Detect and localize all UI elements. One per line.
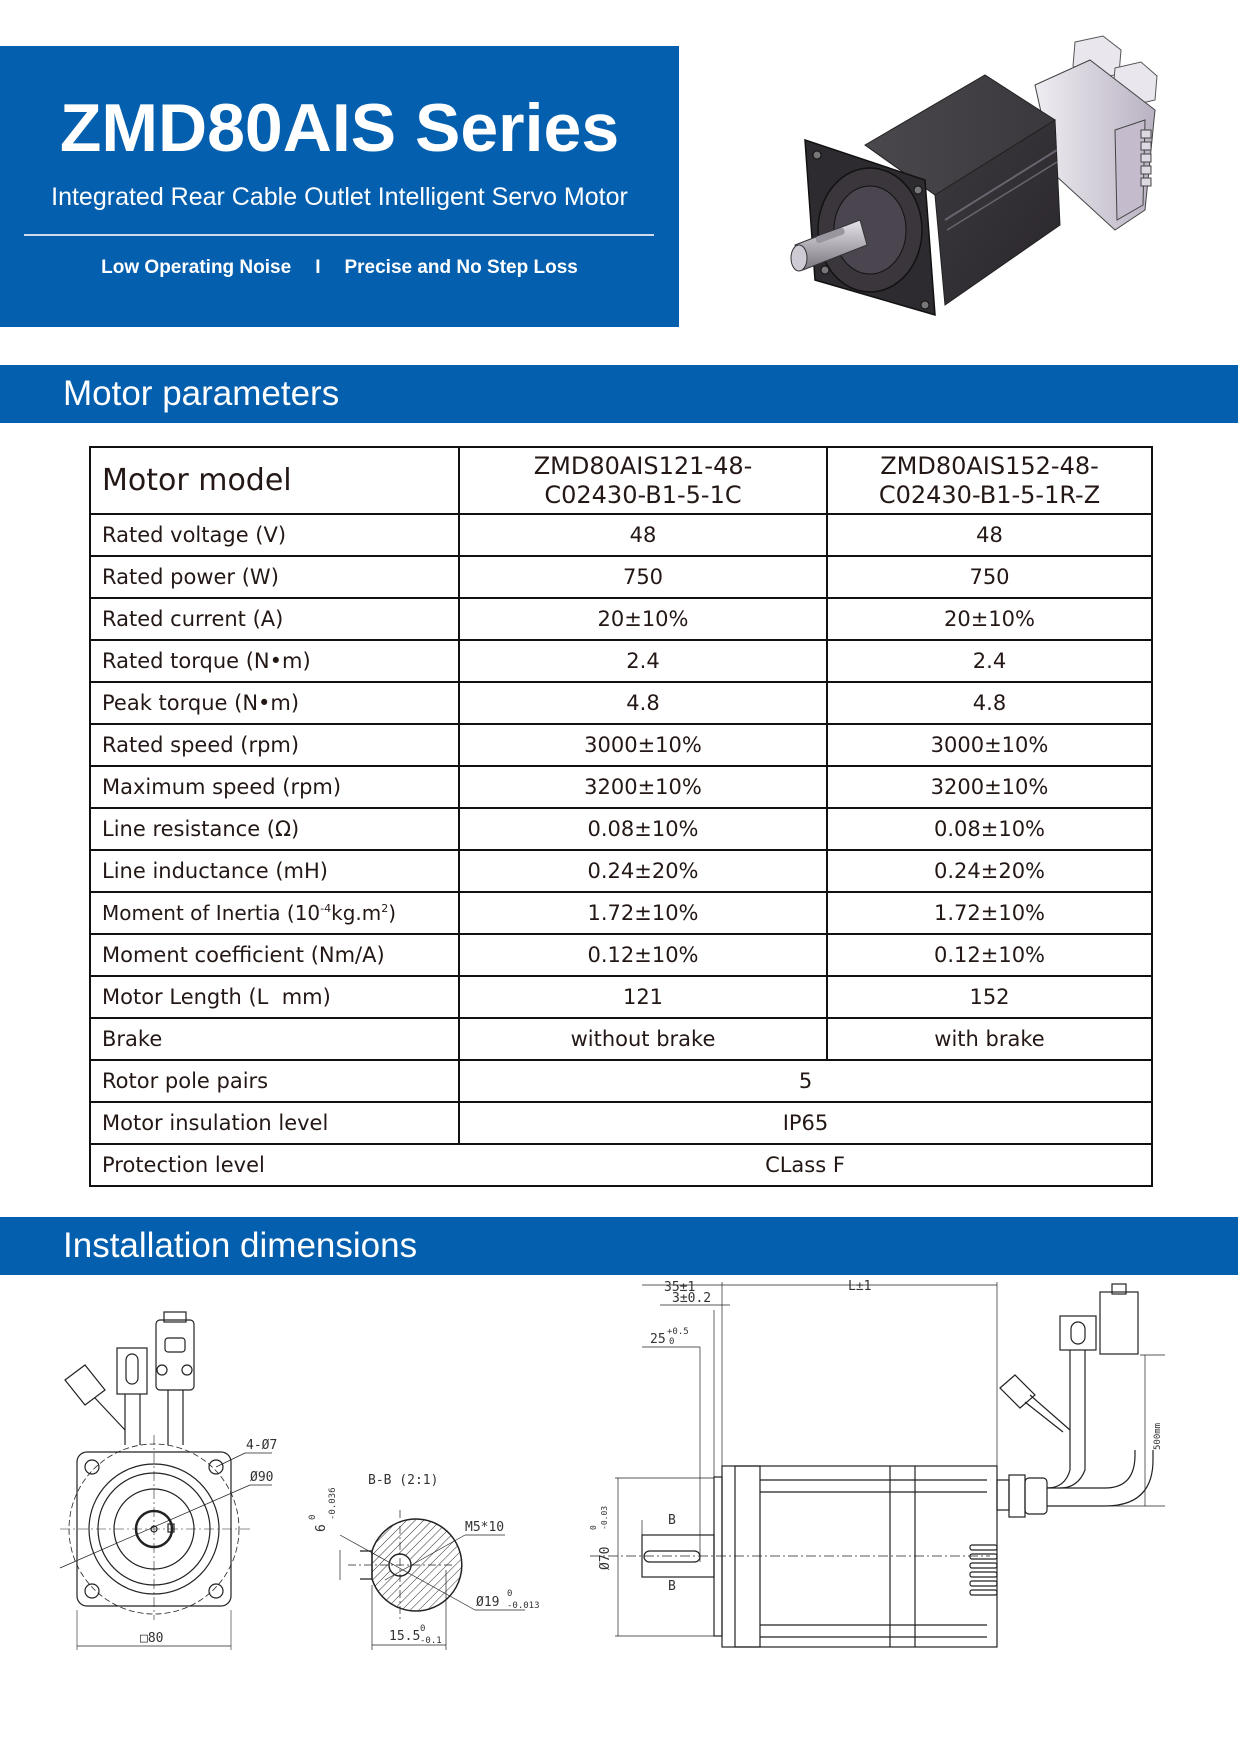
row-label: Protection level — [90, 1144, 459, 1186]
dim-cable-length: 500mm — [1153, 1422, 1163, 1450]
row-value: 5 — [459, 1060, 1152, 1102]
row-label: Line inductance (mH) — [90, 850, 459, 892]
row-label: Rated torque (N•m) — [90, 640, 459, 682]
row-label: Peak torque (N•m) — [90, 682, 459, 724]
dim-flat: 15.5 — [389, 1629, 421, 1644]
row-value: IP65 — [459, 1102, 1152, 1144]
inertia-close-paren: ) — [388, 901, 397, 925]
rj-connector-icon — [1000, 1375, 1035, 1408]
row-label: Rated power (W) — [90, 556, 459, 598]
row-value-b: 0.24±20% — [827, 850, 1152, 892]
dim-key-length: 25 — [650, 1332, 666, 1347]
row-value-a: 2.4 — [459, 640, 827, 682]
dim-thread: M5*10 — [465, 1520, 505, 1535]
table-row — [90, 934, 1152, 976]
row-value-b: 750 — [827, 556, 1152, 598]
row-value-b: 20±10% — [827, 598, 1152, 640]
dim-mounting-holes: 4-Ø7 — [246, 1438, 278, 1453]
row-label: Moment coefficient (Nm/A) — [90, 934, 459, 976]
section-title: Motor parameters — [63, 374, 340, 413]
table-row-merged — [90, 1102, 1152, 1144]
row-value-a: 750 — [459, 556, 827, 598]
table-row — [90, 514, 1152, 556]
row-value-b: 3000±10% — [827, 724, 1152, 766]
row-value-a: 0.08±10% — [459, 808, 827, 850]
hero-divider — [24, 234, 654, 236]
row-label: Rated speed (rpm) — [90, 724, 459, 766]
row-value-b: 0.12±10% — [827, 934, 1152, 976]
side-view-drawing — [590, 1280, 1190, 1680]
table-row-merged — [90, 1060, 1152, 1102]
row-value-a: 20±10% — [459, 598, 827, 640]
feature-separator: I — [315, 257, 321, 278]
table-header-row — [90, 447, 1152, 514]
section-title: B-B (2:1) — [368, 1473, 439, 1488]
dim-key-tol-upper: +0.5 — [667, 1327, 689, 1337]
motor-parameters-table — [89, 446, 1153, 1187]
table-row — [90, 640, 1152, 682]
power-connector-icon — [1100, 1292, 1138, 1354]
table-row — [90, 1018, 1152, 1060]
inertia-exponent: -4 — [320, 902, 332, 915]
row-value-b: 48 — [827, 514, 1152, 556]
dim-spigot-tol-upper: 0 — [589, 1525, 598, 1530]
row-value-a: 3200±10% — [459, 766, 827, 808]
table-row — [90, 976, 1152, 1018]
row-label: Line resistance (Ω) — [90, 808, 459, 850]
row-value-a: 121 — [459, 976, 827, 1018]
table-row — [90, 556, 1152, 598]
model-b-line2: C02430-B1-5-1R-Z — [878, 480, 1101, 509]
header-motor-model: Motor model — [90, 447, 459, 514]
model-b-line1: ZMD80AIS152-48- — [880, 451, 1099, 480]
db-connector-icon — [156, 1320, 194, 1390]
dim-square: □80 — [140, 1631, 164, 1646]
row-value: CLass F — [459, 1144, 1152, 1186]
table-row — [90, 766, 1152, 808]
rj-connector-icon — [65, 1365, 105, 1405]
row-label: Motor insulation level — [90, 1102, 459, 1144]
row-label: Brake — [90, 1018, 459, 1060]
section-bb-drawing — [300, 1440, 550, 1660]
section-header-installation-dimensions — [0, 1217, 1238, 1275]
connector-icon — [117, 1348, 147, 1394]
feature-no-step-loss: Precise and No Step Loss — [344, 257, 578, 278]
row-value-a: 1.72±10% — [459, 892, 827, 934]
table-row-merged — [90, 1144, 1152, 1186]
table-row — [90, 892, 1152, 934]
row-value-a: 0.24±20% — [459, 850, 827, 892]
table-row — [90, 682, 1152, 724]
heatsink-fins-icon — [970, 1545, 997, 1595]
dim-flat-tol-lower: -0.1 — [420, 1636, 442, 1646]
row-value-b: 2.4 — [827, 640, 1152, 682]
row-value-a: without brake — [459, 1018, 827, 1060]
dim-pcd: Ø90 — [250, 1470, 274, 1485]
dim-key-tol-lower: -0.036 — [328, 1487, 338, 1520]
row-label: Rated voltage (V) — [90, 514, 459, 556]
servo-motor-product-image — [785, 30, 1205, 360]
section-mark-top: B — [668, 1513, 676, 1528]
row-label: Maximum speed (rpm) — [90, 766, 459, 808]
dim-shaft-diameter: Ø19 — [476, 1595, 500, 1610]
connector-icon — [1060, 1316, 1096, 1350]
series-title: ZMD80AIS Series — [59, 90, 620, 166]
section-title: Installation dimensions — [63, 1226, 418, 1265]
row-value-b: 3200±10% — [827, 766, 1152, 808]
feature-low-noise: Low Operating Noise — [101, 257, 292, 278]
row-value-b: 0.08±10% — [827, 808, 1152, 850]
section-mark-bottom: B — [668, 1579, 676, 1594]
dim-body-length: L±1 — [848, 1278, 872, 1294]
dim-key-tol-upper: 0 — [308, 1514, 318, 1520]
table-row — [90, 598, 1152, 640]
row-label-inertia — [90, 892, 459, 934]
table-row — [90, 850, 1152, 892]
row-value-b: 152 — [827, 976, 1152, 1018]
row-value-b: with brake — [827, 1018, 1152, 1060]
dim-shaft-tol-upper: 0 — [507, 1589, 513, 1599]
dim-spigot: Ø70 — [598, 1546, 613, 1570]
dim-spigot-tol-lower: -0.03 — [600, 1505, 609, 1530]
dim-shaft-tol-lower: -0.013 — [507, 1601, 540, 1611]
table-row — [90, 724, 1152, 766]
inertia-unit-exponent: 2 — [381, 902, 389, 915]
row-value-a: 0.12±10% — [459, 934, 827, 976]
section-header-motor-parameters — [0, 365, 1238, 423]
header-model-b — [827, 447, 1152, 514]
hero-banner — [0, 46, 679, 327]
model-a-line1: ZMD80AIS121-48- — [533, 451, 753, 480]
table-row — [90, 808, 1152, 850]
dim-key-tol-lower: 0 — [669, 1337, 675, 1347]
header-model-a — [459, 447, 827, 514]
row-label: Rated current (A) — [90, 598, 459, 640]
row-value-a: 48 — [459, 514, 827, 556]
row-value-a: 3000±10% — [459, 724, 827, 766]
dim-shaft-length: 35±1 — [664, 1279, 696, 1295]
inertia-label-text: Moment of Inertia (10 — [102, 901, 321, 925]
feature-tagline — [0, 255, 679, 281]
dim-key-width: 6 — [314, 1524, 329, 1532]
inertia-unit: kg.m — [331, 901, 382, 925]
series-subtitle: Integrated Rear Cable Outlet Intelligent Servo Motor — [51, 183, 628, 211]
dim-flange-thickness: 3±0.2 — [672, 1291, 712, 1306]
row-value-b: 1.72±10% — [827, 892, 1152, 934]
dim-flat-tol-upper: 0 — [420, 1624, 426, 1634]
model-a-line2: C02430-B1-5-1C — [544, 480, 742, 509]
front-view-drawing — [40, 1290, 300, 1670]
row-label: Motor Length (L mm) — [90, 976, 459, 1018]
row-value-b: 4.8 — [827, 682, 1152, 724]
row-value-a: 4.8 — [459, 682, 827, 724]
row-label: Rotor pole pairs — [90, 1060, 459, 1102]
